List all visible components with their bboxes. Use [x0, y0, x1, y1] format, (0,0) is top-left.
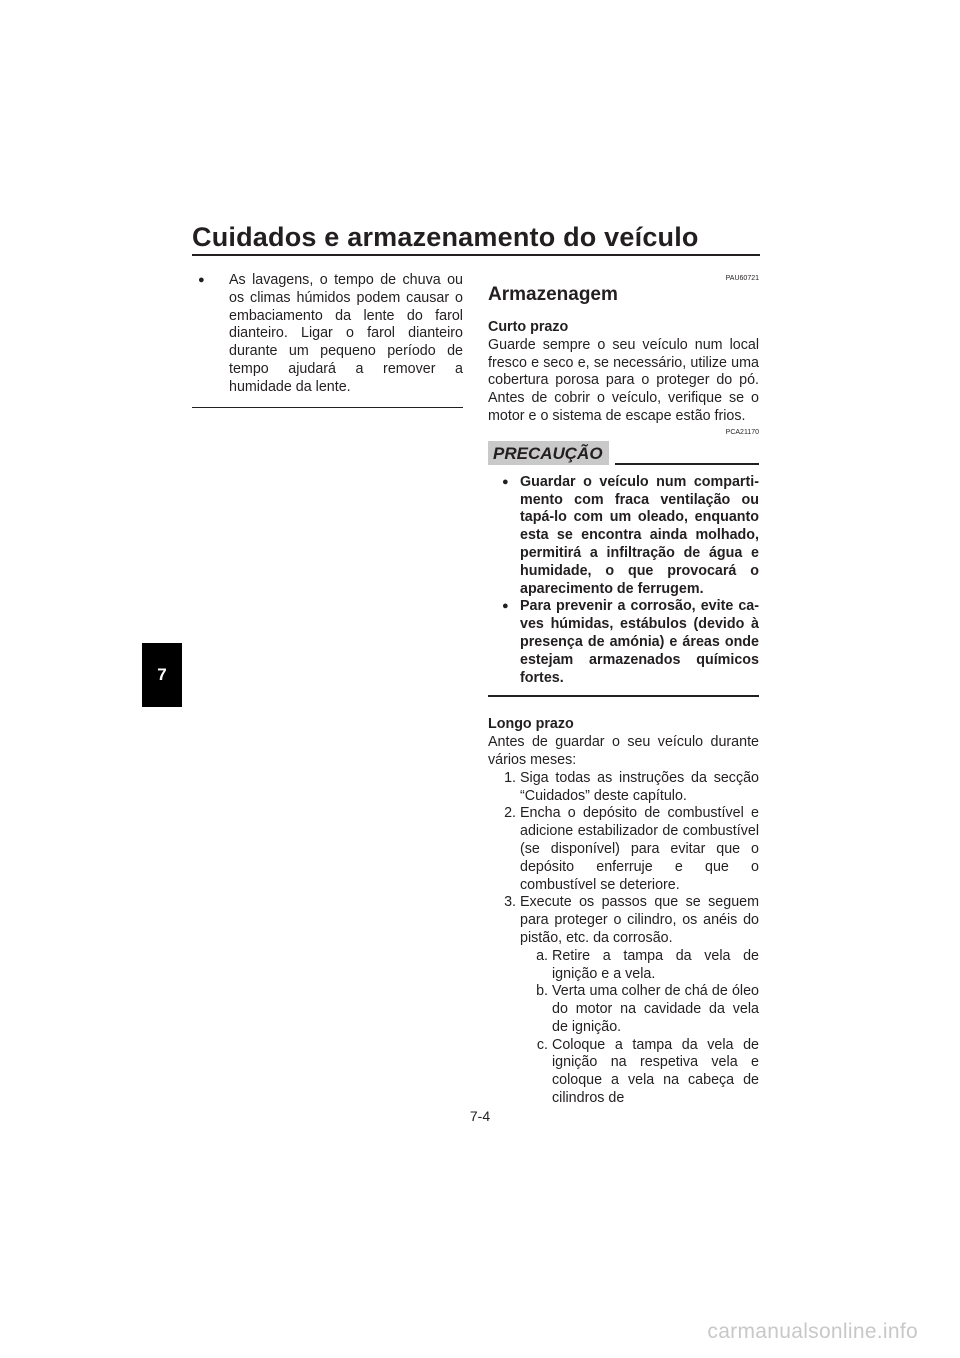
substep-letter: c. [536, 1036, 548, 1053]
page-title: Cuidados e armazenamento do veículo [192, 222, 699, 252]
substep-text: Coloque a tampa da vela de ignição na respetiva vela e coloque a vela na cabeça de cilindros de [552, 1036, 759, 1107]
caution-divider [615, 463, 759, 465]
step-number: 2. [504, 805, 516, 822]
title-divider [192, 254, 760, 256]
list-item [488, 894, 759, 947]
step-number: 1. [504, 769, 516, 786]
list-item [488, 948, 759, 984]
list-item [488, 770, 759, 806]
bullet-icon: ● [502, 600, 509, 613]
step-text: Execute os passos que se seguem para proteger o cilindro, os anéis do pistão, etc. da corrosão. [520, 894, 759, 946]
list-item [488, 983, 759, 1036]
section-code: PAU60721 [725, 275, 759, 282]
substep-letter: b. [536, 983, 548, 1000]
list-item [488, 474, 759, 599]
bullet-icon: ● [502, 475, 509, 488]
bullet-text: As lavagens, o tempo de chuva ou os climas húmidos podem causar o embaciamento da lente do farol dianteiro. Ligar o farol dianteiro durante um pequeno período de tempo ajudará a remover a humidade da lente. [229, 272, 463, 395]
list-item [488, 805, 759, 894]
section-divider [192, 407, 463, 409]
right-column [488, 274, 759, 1108]
long-term-intro: Antes de guardar o seu veículo durante vários meses: [488, 734, 759, 768]
caution-label: PRECAUÇÃO [488, 441, 609, 465]
step-text: Encha o depósito de combustível e adicione estabilizador de combustível (se disponível) para evitar que o depósito enferruje e que o combustível se deteriore. [520, 805, 759, 893]
watermark: carmanualsonline.info [707, 1320, 918, 1343]
list-item [192, 272, 463, 397]
chapter-tab: 7 [142, 643, 182, 707]
caution-text: Guardar o veículo num compartimento com fraca ventilação ou tapá-lo com um oleado, enquanto esta se encontra ainda molhado, permitirá a infiltração de água e humidade, o que provocará o aparecimento de ferrugem. [520, 473, 759, 597]
caution-text: Para prevenir a corrosão, evite caves húmidas, estábulos (devido à presença de amónia) e áreas onde estejam armazenados químicos fortes. [520, 598, 759, 686]
list-item [488, 1037, 759, 1108]
caution-header [488, 441, 759, 465]
section-title: Armazenagem [488, 284, 618, 305]
substep-text: Verta uma colher de chá de óleo do motor na cavidade da vela de ignição. [552, 983, 759, 1035]
substep-letter: a. [536, 947, 548, 964]
caution-box [488, 474, 759, 688]
short-term-heading: Curto prazo [488, 319, 569, 335]
page-number: 7-4 [469, 1108, 491, 1124]
bullet-icon: ● [198, 274, 205, 286]
substep-text: Retire a tampa da vela de ignição e a vela. [552, 947, 759, 982]
left-column [192, 272, 463, 408]
list-item [488, 598, 759, 687]
caution-code: PCA21170 [725, 428, 759, 436]
caution-end-divider [488, 695, 759, 697]
short-term-text: Guarde sempre o seu veículo num local fresco e seco e, se necessário, utilize uma cobertura porosa para o proteger do pó. Antes de cobrir o veículo, verifique se o motor e o sistema de escape estão frios. [488, 336, 759, 424]
step-text: Siga todas as instruções da secção “Cuidados” deste capítulo. [520, 769, 759, 804]
long-term-heading: Longo prazo [488, 716, 574, 733]
step-number: 3. [504, 894, 516, 911]
